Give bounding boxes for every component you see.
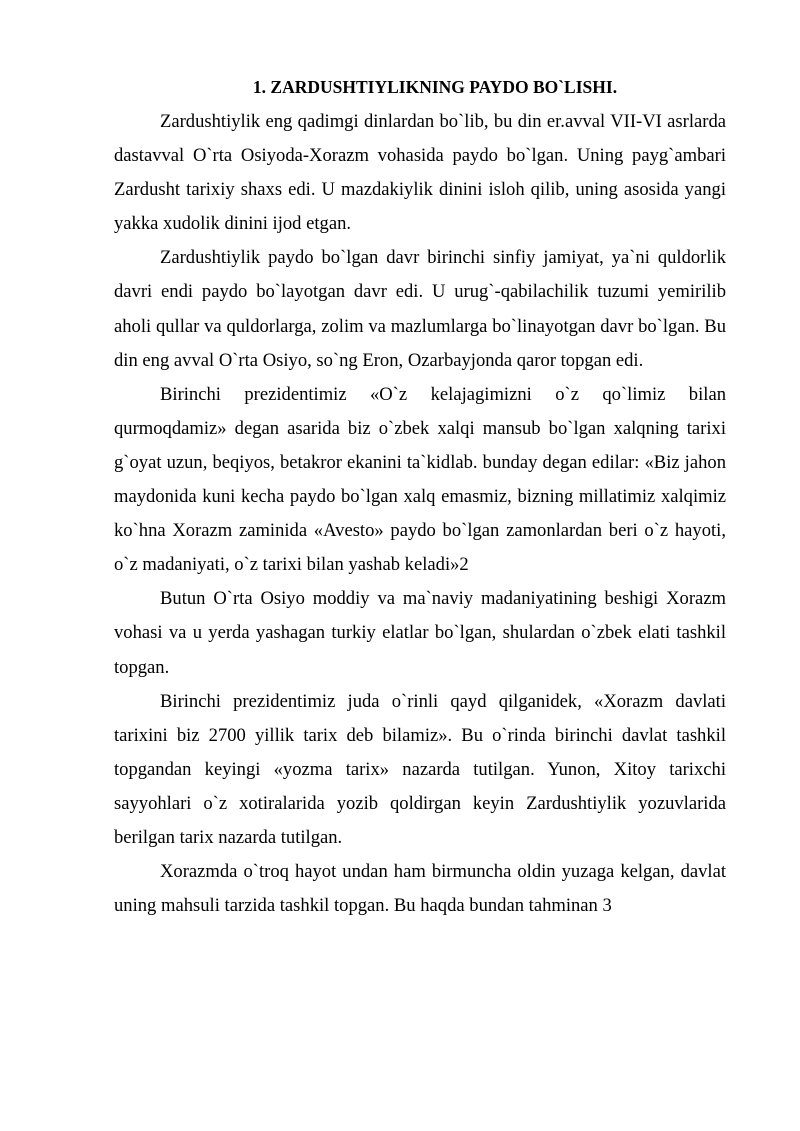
paragraph-settled-life: Xorazmda o`troq hayot undan ham birmuncha oldin yuzaga kelgan, davlat uning mahsuli tarzida tashkil topgan. Bu haqda bundan tahminan 3: [114, 861, 726, 917]
paragraph-history: Birinchi prezidentimiz juda o`rinli qayd qilganidek, «Xorazm davlati tarixini biz 2700 yillik tarix deb bilamiz». Bu o`rinda birinchi davlat tashkil topgandan keyingi «yozma tarix» nazarda tutilgan. Yunon, Xitoy tarixchi sayyohlari o`z xotiralarida yozib qoldirgan keyin Zardushtiylik yozuvlarida berilgan tarix nazarda tutilgan.: [114, 690, 726, 848]
paragraph-origin: Zardushtiylik eng qadimgi dinlardan bo`lib, bu din er.avval VII-VI asrlarda dastavval O`rta Osiyoda-Xorazm vohasida paydo bo`lgan. Uning payg`ambari Zardusht tarixiy shaxs edi. U mazdakiylik dinini isloh qilib, uning asosida yangi yakka xudolik dinini ijod etgan.: [114, 111, 726, 235]
paragraph-era: Zardushtiylik paydo bo`lgan davr birinchi sinfiy jamiyat, ya`ni quldorlik davri endi paydo bo`layotgan davr edi. U urug`-qabilachilik tuzumi yemirilib aholi qullar va quldorlarga, zolim va mazlumlarga bo`linayotgan davr bo`lgan. Bu din eng avval O`rta Osiyo, so`ng Eron, Ozarbayjonda qaror topgan edi.: [114, 247, 726, 371]
document-page: [114, 74, 726, 923]
paragraph-cradle: Butun O`rta Osiyo moddiy va ma`naviy madaniyatining beshigi Xorazm vohasi va u yerda yashagan turkiy elatlar bo`lgan, shulardan o`zbek elati tashkil topgan.: [114, 588, 726, 678]
section-title: 1. ZARDUSHTIYLIKNING PAYDO BO`LISHI.: [252, 77, 618, 97]
paragraph-president-quote: Birinchi prezidentimiz «O`z kelajagimizni o`z qo`limiz bilan qurmoqdamiz» degan asarida biz o`zbek xalqi mansub bo`lgan xalqning tarixi g`oyat uzun, beqiyos, betakror ekanini ta`kidlab. bunday degan edilar: «Biz jahon maydonida kuni kecha paydo bo`lgan xalq emasmiz, bizning millatimiz xalqimiz ko`hna Xorazm zaminida «Avesto» paydo bo`lgan zamonlardan beri o`z hayoti, o`z madaniyati, o`z tarixi bilan yashab keladi»2: [114, 383, 726, 576]
